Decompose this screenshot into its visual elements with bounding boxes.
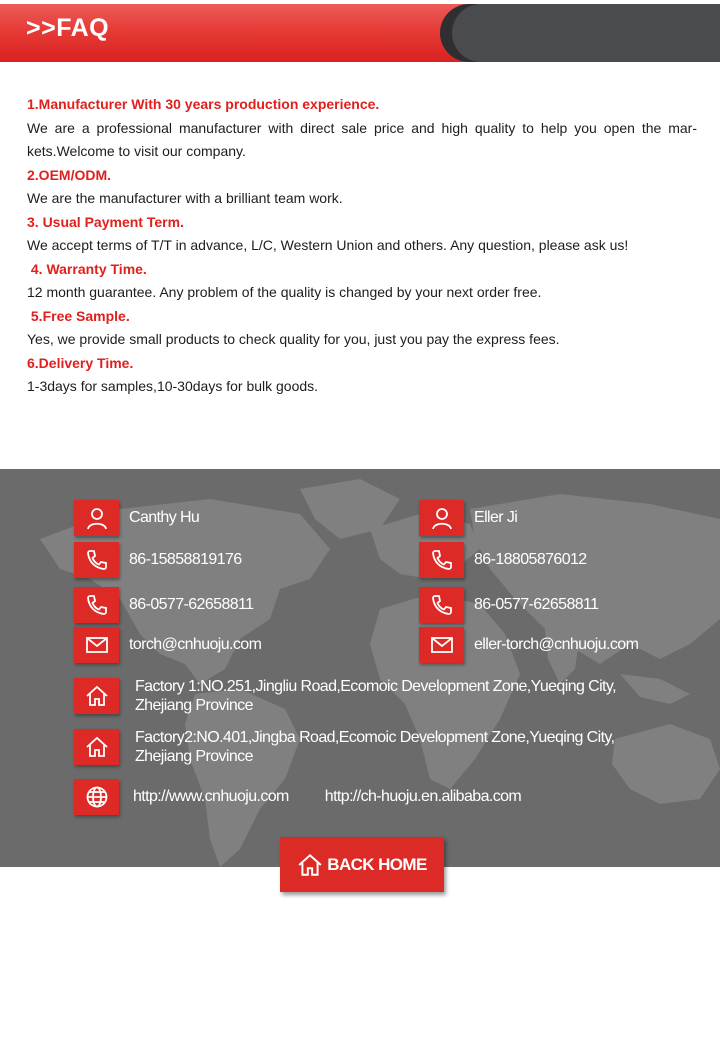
contact-left-phone-row xyxy=(74,587,253,623)
banner-gray-band xyxy=(452,4,720,62)
faq-list xyxy=(27,93,697,399)
contact-right-name-row xyxy=(419,500,517,536)
website-link-1[interactable]: http://www.cnhuoju.com xyxy=(133,788,289,805)
factory2-line1: Factory2:NO.401,Jingba Road,Ecomoic Development Zone,Yueqing City, xyxy=(135,729,615,746)
globe-icon xyxy=(74,779,119,815)
faq-answer: We are the manufacturer with a brilliant team work. xyxy=(27,190,343,206)
contact-right-mobile-row xyxy=(419,542,587,578)
user-icon xyxy=(419,500,464,536)
phone-icon xyxy=(74,587,119,623)
contact-left-email[interactable]: torch@cnhuoju.com xyxy=(129,636,262,653)
contact-right-mobile[interactable]: 86-18805876012 xyxy=(474,551,587,568)
faq-answer: We are a professional manufacturer with direct sale price and high quality to help you open the mar-kets.Welcome to visit our company. xyxy=(27,119,697,159)
faq-answer: 12 month guarantee. Any problem of the quality is changed by your next order free. xyxy=(27,284,542,300)
contact-right-phone-row xyxy=(419,587,598,623)
website-link-2[interactable]: http://ch-huoju.en.alibaba.com xyxy=(324,788,522,805)
factory1-address xyxy=(135,677,616,715)
back-home-button[interactable] xyxy=(280,837,444,892)
faq-answer: Yes, we provide small products to check quality for you, just you pay the express fees. xyxy=(27,331,560,347)
factory2-line2: Zhejiang Province xyxy=(135,748,253,765)
contact-left-name: Canthy Hu xyxy=(129,509,200,526)
phone-icon xyxy=(74,542,119,578)
faq-question: 1.Manufacturer With 30 years production experience. xyxy=(27,96,380,112)
page-title: >>FAQ xyxy=(26,14,110,42)
back-home-label: BACK HOME xyxy=(327,854,427,874)
user-icon xyxy=(74,500,119,536)
factory2-row xyxy=(74,728,615,766)
contact-left-name-row xyxy=(74,500,199,536)
contact-panel xyxy=(0,469,720,867)
contact-right-email-row xyxy=(419,627,638,663)
website-row xyxy=(74,779,521,815)
contact-right-name: Eller Ji xyxy=(474,509,518,526)
contact-left-phone[interactable]: 86-0577-62658811 xyxy=(129,596,254,613)
faq-question: 6.Delivery Time. xyxy=(27,354,134,371)
faq-banner xyxy=(0,0,720,64)
contact-left-mobile-row xyxy=(74,542,242,578)
faq-question: 3. Usual Payment Term. xyxy=(27,213,184,230)
factory1-line1: Factory 1:NO.251,Jingliu Road,Ecomoic Development Zone,Yueqing City, xyxy=(135,678,616,695)
faq-answer: 1-3days for samples,10-30days for bulk goods. xyxy=(27,378,319,394)
faq-answer: We accept terms of T/T in advance, L/C, Western Union and others. Any question, please ask us! xyxy=(27,237,629,253)
factory2-address xyxy=(135,728,615,766)
phone-icon xyxy=(419,542,464,578)
factory1-row xyxy=(74,677,616,715)
mail-icon xyxy=(419,627,464,663)
home-icon xyxy=(297,852,323,878)
faq-question: 2.OEM/ODM. xyxy=(27,166,112,183)
contact-left-email-row xyxy=(74,627,261,663)
faq-question: 4. Warranty Time. xyxy=(27,260,147,277)
contact-right-phone[interactable]: 86-0577-62658811 xyxy=(474,596,599,613)
factory1-line2: Zhejiang Province xyxy=(135,697,253,714)
home-icon xyxy=(74,678,119,714)
mail-icon xyxy=(74,627,119,663)
contact-right-email[interactable]: eller-torch@cnhuoju.com xyxy=(474,636,639,653)
contact-left-mobile[interactable]: 86-15858819176 xyxy=(129,551,242,568)
faq-question: 5.Free Sample. xyxy=(27,307,130,324)
home-icon xyxy=(74,729,119,765)
phone-icon xyxy=(419,587,464,623)
